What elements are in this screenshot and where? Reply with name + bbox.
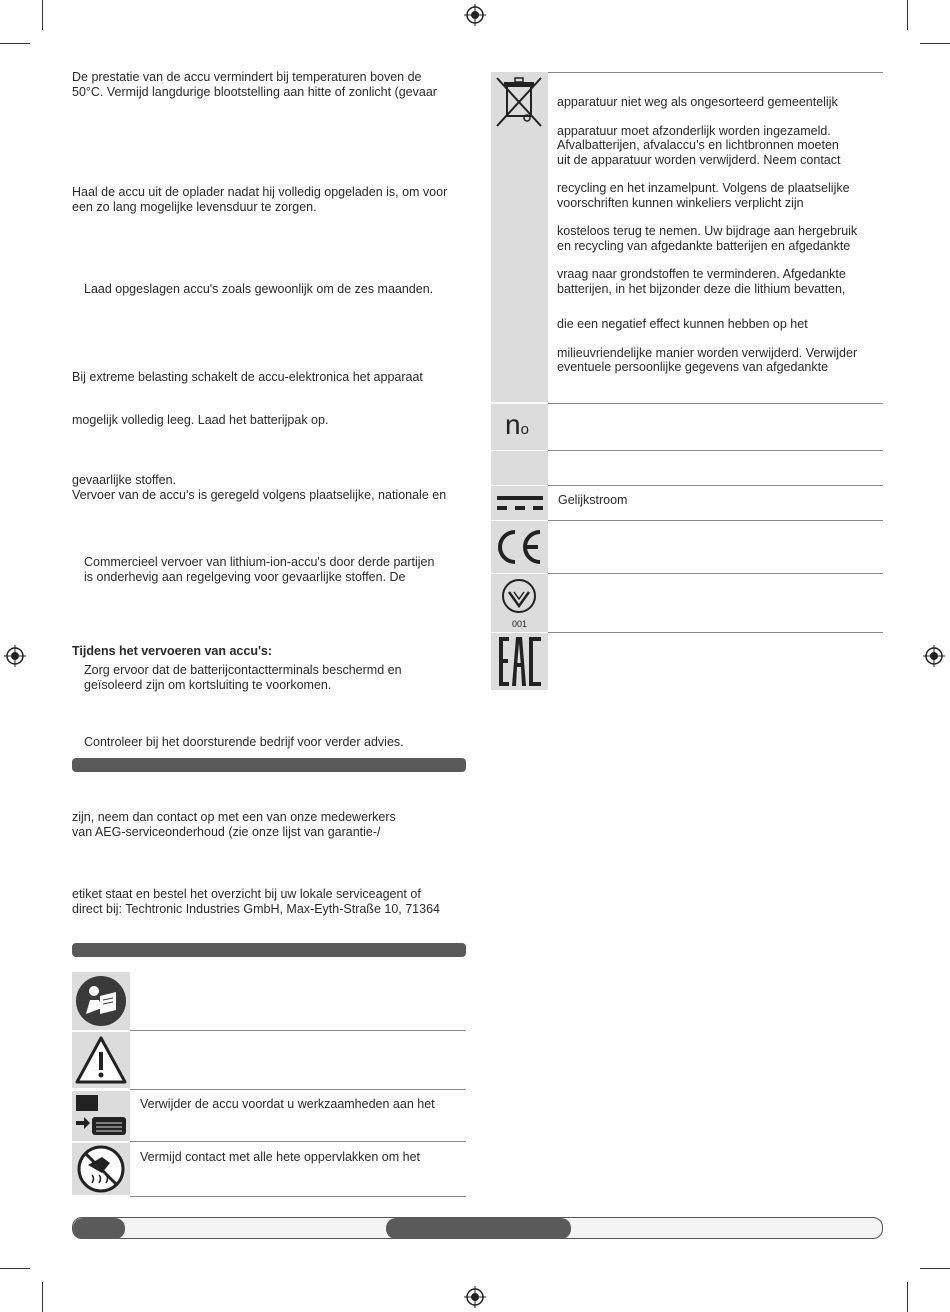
direct-current-icon — [491, 486, 548, 520]
section-header-bar — [72, 758, 466, 772]
crop-mark — [920, 43, 950, 44]
symbol-cell — [491, 633, 548, 690]
symbol-text: Vermijd contact met alle hete oppervlakken om het — [140, 1150, 421, 1164]
page-number-tab — [73, 1218, 125, 1239]
symbol-cell — [491, 574, 548, 632]
text-line: milieuvriendelijke manier worden verwijderd. Verwijder — [557, 345, 858, 360]
charger-removal-paragraph — [72, 185, 447, 214]
table-rule — [130, 1141, 466, 1142]
symbol-cell — [491, 404, 548, 450]
text-line: direct bij: Techtronic Industries GmbH, Max-Eyth-Straße 10, 71364 — [72, 901, 440, 916]
recharge-paragraph: mogelijk volledig leeg. Laad het batterijpak op. — [72, 413, 329, 427]
warning-icon — [72, 1032, 130, 1088]
text-line: kosteloos terug te nemen. Uw bijdrage aan hergebruik — [557, 224, 858, 238]
text-line: en recycling van afgedankte batterijen en afgedankte — [557, 238, 851, 253]
crop-mark — [0, 43, 30, 44]
read-manual-icon — [72, 972, 130, 1030]
transport-heading: Tijdens het vervoeren van accu's: — [72, 644, 273, 658]
text-line: uit de apparatuur worden verwijderd. Neem contact — [557, 152, 841, 167]
dc-text: Gelijkstroom — [558, 493, 628, 507]
text-line: Afvalbatterijen, afvalaccu’s en lichtbronnen moeten — [557, 138, 839, 152]
text-line: Commercieel vervoer van lithium-ion-accu's door derde partijen — [84, 555, 435, 569]
text-line: Zorg ervoor dat de batterijcontactterminals beschermd en — [84, 663, 402, 677]
text-line: van AEG-serviceonderhoud (zie onze lijst van garantie-/ — [72, 824, 381, 839]
symbol-cell — [72, 1091, 130, 1141]
text-line: recycling en het inzamelpunt. Volgens de plaatselijke — [557, 181, 850, 195]
table-rule — [548, 450, 883, 451]
eac-mark-icon — [491, 633, 548, 690]
commercial-transport-paragraph — [84, 555, 434, 584]
crop-mark — [42, 1282, 43, 1312]
storage-charge-paragraph: Laad opgeslagen accu's zoals gewoonlijk om de zes maanden. — [84, 282, 434, 296]
text-line: batterijen, in het bijzonder deze die lithium bevatten, — [557, 281, 846, 296]
registration-mark-icon — [464, 1286, 486, 1308]
registration-mark-icon — [923, 645, 945, 667]
symbol-cell — [72, 1143, 130, 1195]
text-line: vraag naar grondstoffen te verminderen. Afgedankte — [557, 267, 846, 281]
crop-mark — [920, 1268, 950, 1269]
table-rule — [548, 72, 883, 73]
symbol-cell — [491, 451, 548, 485]
weee-text — [557, 95, 883, 375]
service-address-paragraph — [72, 887, 440, 916]
text-line: een zo lang mogelijke levensduur te zorgen. — [72, 199, 317, 214]
text-line: geïsoleerd zijn om kortsluiting te voorkomen. — [84, 677, 332, 692]
overload-paragraph: Bij extreme belasting schakelt de accu-elektronica het apparaat — [72, 370, 423, 384]
text-line: apparatuur niet weg als ongesorteerd gemeentelijk — [557, 95, 838, 109]
text-line: apparatuur moet afzonderlijk worden ingezameld. — [557, 123, 831, 138]
no-load-symbol: n — [505, 409, 521, 440]
symbol-cell — [72, 1032, 130, 1088]
table-rule — [130, 1030, 466, 1031]
hot-surface-icon — [72, 1143, 130, 1195]
symbol-text: Verwijder de accu voordat u werkzaamheden aan het — [140, 1097, 435, 1111]
table-rule — [130, 1089, 466, 1090]
no-load-speed-icon — [505, 408, 529, 447]
text-line: De prestatie van de accu vermindert bij temperaturen boven de — [72, 70, 422, 84]
table-rule — [130, 1196, 466, 1197]
text-line: gevaarlijke stoffen. — [72, 473, 176, 487]
symbol-cell — [491, 521, 548, 573]
crop-mark — [0, 1268, 30, 1269]
section-header-bar — [72, 943, 466, 957]
remove-battery-icon — [72, 1091, 130, 1141]
crop-mark — [907, 1282, 908, 1312]
table-rule — [548, 485, 883, 486]
ukr-code-label: 001 — [511, 619, 528, 629]
terminal-protection-paragraph — [84, 663, 402, 692]
text-line: etiket staat en bestel het overzicht bij uw lokale serviceagent of — [72, 887, 421, 901]
ukrainian-conformity-icon — [491, 574, 548, 620]
ce-mark-icon — [491, 521, 548, 573]
crop-mark — [907, 0, 908, 30]
registration-mark-icon — [464, 4, 486, 26]
symbol-cell — [72, 972, 130, 1030]
table-rule — [548, 632, 883, 633]
table-rule — [548, 403, 883, 404]
symbol-cell — [491, 72, 548, 402]
text-line: 50°C. Vermijd langdurige blootstelling aan hitte of zonlicht (gevaar — [72, 84, 437, 99]
text-line: die een negatief effect kunnen hebben op het — [557, 317, 808, 331]
symbol-cell — [491, 486, 548, 520]
battery-temperature-paragraph — [72, 70, 437, 99]
text-line: is onderhevig aan regelgeving voor gevaarlijke stoffen. De — [84, 569, 406, 584]
text-line: Vervoer van de accu's is geregeld volgens plaatselijke, nationale en — [72, 487, 447, 502]
wheelie-bin-crossed-icon — [491, 72, 548, 132]
text-line: Haal de accu uit de oplader nadat hij volledig opgeladen is, om voor — [72, 185, 448, 199]
text-line: voorschriften kunnen winkeliers verplicht zijn — [557, 195, 804, 210]
transport-regulation-paragraph — [72, 473, 446, 502]
text-line: eventuele persoonlijke gegevens van afgedankte — [557, 360, 829, 374]
table-rule — [548, 573, 883, 574]
text-line: zijn, neem dan contact op met een van onze medewerkers — [72, 810, 396, 824]
registration-mark-icon — [4, 645, 26, 667]
no-load-subscript: o — [520, 421, 529, 438]
crop-mark — [42, 0, 43, 30]
language-tab — [386, 1218, 571, 1239]
forwarder-advice-paragraph: Controleer bij het doorsturende bedrijf voor verder advies. — [84, 735, 404, 749]
table-rule — [548, 520, 883, 521]
service-contact-paragraph — [72, 810, 396, 839]
